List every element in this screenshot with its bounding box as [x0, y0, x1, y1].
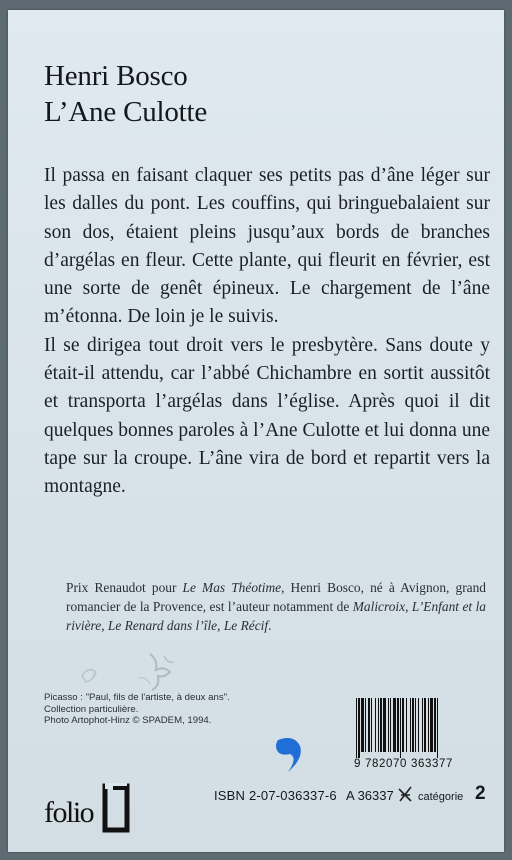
barcode-bar: [358, 698, 360, 758]
barcode-bar: [410, 698, 411, 752]
back-cover: [8, 10, 504, 852]
credit-line: Picasso : "Paul, fils de l'artiste, à deux ans".: [44, 692, 230, 703]
barcode-bar: [397, 698, 399, 752]
barcode-bar: [371, 698, 372, 752]
bio-work-recif: Le Récif: [223, 618, 269, 633]
barcode-digit-first: 9: [354, 758, 361, 770]
excerpt-paragraph-1: Il passa en faisant claquer ses petits pas d’âne léger sur les dalles du pont. Les couffins, qui bringuebalaient sur son dos, étaient pleins jusqu’aux bords de branches d’argélas en fleur. Cette plante, qui fleurit en février, est une sorte de genêt épineux. Le chargement de l’âne m’étonna. De loin je le suivis.: [44, 165, 490, 328]
barcode-bar: [406, 698, 407, 752]
barcode-bars: [354, 698, 484, 758]
picasso-sketch: [68, 646, 198, 696]
excerpt-paragraph-2: Il se dirigea tout droit vers le presbytère. Sans doute y était-il attendu, car l’abbé Chichambre en sortit aussitôt et transporta l’argélas dans l’église. Après quoi il dit quelques bonnes paroles à l’Ane Culotte et lui donna une tape sur la croupe. L’âne vira de bord et repartit vers la montagne.: [44, 334, 490, 498]
barcode-bar: [388, 698, 389, 752]
bio-end: .: [268, 618, 272, 633]
barcode-bar: [400, 698, 401, 758]
bio-work-renard-ile: Le Renard dans l’île: [107, 618, 218, 633]
bio-work-malicroix: Malicroix: [352, 599, 406, 614]
credit-line: Collection particulière.: [44, 703, 139, 715]
barcode-bar: [375, 698, 376, 752]
category-number: 2: [475, 783, 486, 804]
folio-logo-text: folio: [44, 796, 94, 829]
barcode-bar: [368, 698, 370, 752]
barcode: [354, 698, 484, 774]
barcode-bar: [418, 698, 419, 752]
handwritten-mark-icon: [397, 785, 413, 803]
folio-frame-icon: [101, 782, 131, 834]
book-title: L’Ane Culotte: [44, 96, 208, 128]
barcode-bar: [378, 698, 379, 752]
excerpt: [44, 162, 490, 502]
barcode-bar: [437, 698, 438, 758]
barcode-bar: [390, 698, 391, 752]
barcode-bar: [415, 698, 416, 752]
barcode-bar: [430, 698, 433, 752]
barcode-bar: [361, 698, 364, 752]
barcode-bar: [422, 698, 423, 752]
barcode-digit-group: 782070: [365, 758, 407, 770]
bio-middle: , Henri Bosco, né à Avignon, grand romancier de la Provence, est l’auteur notamment de: [66, 580, 486, 614]
bio-prefix: Prix Renaudot pour: [66, 580, 183, 595]
barcode-bar: [428, 698, 429, 752]
barcode-bar: [380, 698, 382, 752]
barcode-digits: [354, 758, 484, 770]
barcode-bar: [393, 698, 396, 752]
reference-number: A 36337: [346, 788, 394, 803]
image-credit: [44, 692, 304, 727]
isbn: ISBN 2-07-036337-6: [214, 788, 337, 803]
barcode-bar: [424, 698, 426, 752]
barcode-bar: [365, 698, 366, 752]
bio-separator: ,: [217, 618, 224, 633]
barcode-bar: [383, 698, 386, 752]
barcode-bar: [434, 698, 436, 752]
author-bio: [66, 578, 486, 635]
barcode-bar: [412, 698, 414, 752]
folio-frame-logo: [44, 782, 154, 836]
category-label: catégorie: [418, 791, 464, 803]
credit-line: Photo Artophot-Hinz © SPADEM, 1994.: [44, 715, 212, 727]
barcode-bar: [356, 698, 357, 758]
author-name: Henri Bosco: [44, 60, 188, 92]
barcode-bar: [402, 698, 404, 752]
bio-work-mas-theotime: Le Mas Théotime: [182, 580, 282, 595]
bio-separator: ,: [405, 599, 412, 614]
blue-hook-sticker: [270, 730, 310, 774]
barcode-digit-group: 363377: [410, 758, 453, 770]
bio-work-enfant-riviere: L’Enfant et la rivière: [66, 599, 486, 633]
bio-separator: ,: [101, 618, 108, 633]
